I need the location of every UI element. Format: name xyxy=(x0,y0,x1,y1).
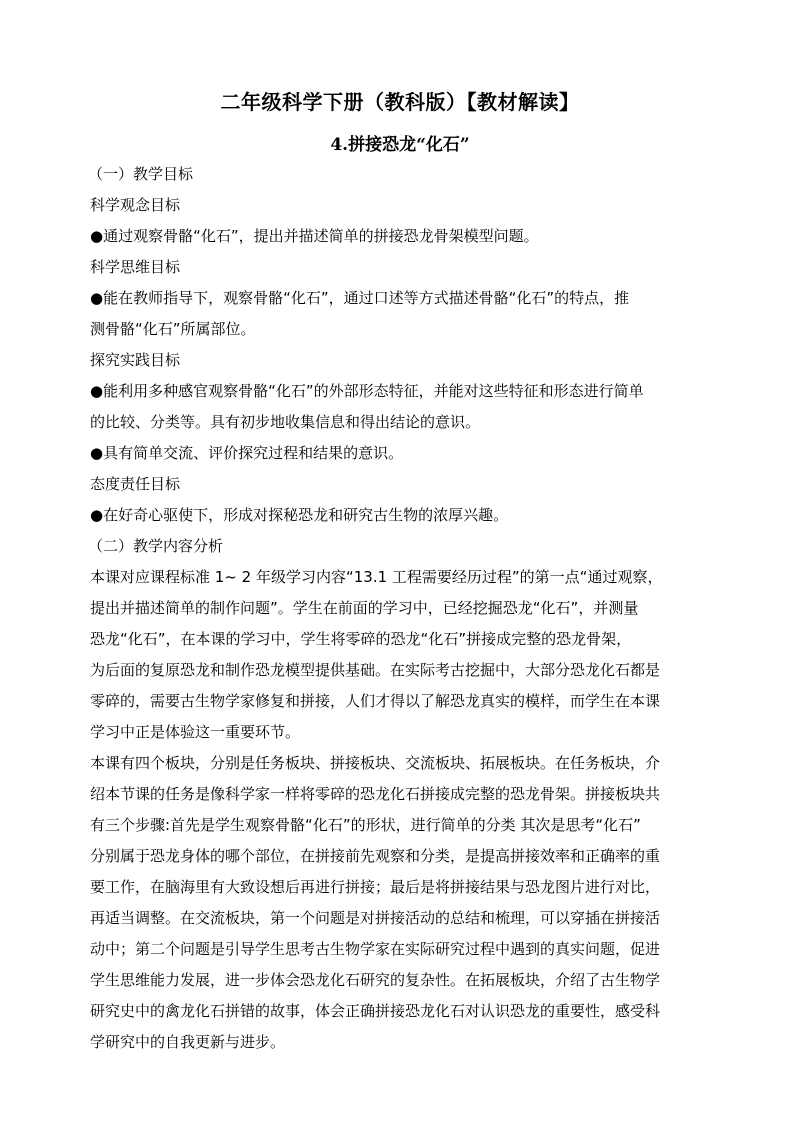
goal-item-attitude: ●在好奇心驱使下，形成对探秘恐龙和研究古生物的浓厚兴趣。 xyxy=(90,506,509,524)
paragraph-line: 有三个步骤:首先是学生观察骨骼“化石”的形状，进行简单的分类 其次是思考“化石” xyxy=(90,816,641,834)
paragraph-line: 分别属于恐龙身体的哪个部位，在拼接前先观察和分类，是提高拼接效率和正确率的重 xyxy=(90,847,661,865)
goal-heading-practice: 探究实践目标 xyxy=(90,351,181,369)
goal-item-concept: ●通过观察骨骼“化石”，提出并描述简单的拼接恐龙骨架模型问题。 xyxy=(90,227,539,245)
paragraph-line: 提出并描述简单的制作问题”。学生在前面的学习中，已经挖掘恐龙“化石”，并测量 xyxy=(90,599,639,617)
paragraph-line: 恐龙“化石”，在本课的学习中，学生将零碎的恐龙“化石”拼接成完整的恐龙骨架， xyxy=(90,630,632,648)
section-heading-content: （二）教学内容分析 xyxy=(88,537,224,555)
paragraph-line: 学习中正是体验这一重要环节。 xyxy=(90,723,301,741)
paragraph-line: 为后面的复原恐龙和制作恐龙模型提供基础。在实际考古挖掘中，大部分恐龙化石都是 xyxy=(90,661,661,679)
paragraph-line: 要工作，在脑海里有大致设想后再进行拼接；最后是将拼接结果与恐龙图片进行对比， xyxy=(90,878,661,896)
paragraph-line: 研究史中的禽龙化石拼错的故事，体会正确拼接恐龙化石对认识恐龙的重要性，感受科 xyxy=(90,1002,661,1020)
goal-item-practice1-line2: 的比较、分类等。具有初步地收集信息和得出结论的意识。 xyxy=(90,413,481,431)
paragraph-line: 本课对应课程标准 1~ 2 年级学习内容“13.1 工程需要经历过程”的第一点“通过观察， xyxy=(90,568,663,586)
lesson-title: 4.拼接恐龙“化石” xyxy=(330,135,470,155)
paragraph-line: 学生思维能力发展，进一步体会恐龙化石研究的复杂性。在拓展板块，介绍了古生物学 xyxy=(90,971,661,989)
paragraph-line: 动中；第二个问题是引导学生思考古生物学家在实际研究过程中遇到的真实问题，促进 xyxy=(90,940,661,958)
goal-heading-concept: 科学观念目标 xyxy=(90,196,181,214)
paragraph-line: 绍本节课的任务是像科学家一样将零碎的恐龙化石拼接成完整的恐龙骨架。拼接板块共 xyxy=(90,785,661,803)
goal-item-practice1-line1: ●能利用多种感官观察骨骼“化石”的外部形态特征，并能对这些特征和形态进行简单 xyxy=(90,382,644,400)
paragraph-line: 零碎的，需要古生物学家修复和拼接，人们才得以了解恐龙真实的模样，而学生在本课 xyxy=(90,692,661,710)
section-heading-goals: （一）教学目标 xyxy=(88,165,194,183)
paragraph-line: 学研究中的自我更新与进步。 xyxy=(90,1033,286,1051)
goal-heading-attitude: 态度责任目标 xyxy=(90,475,181,493)
goal-item-practice2: ●具有简单交流、评价探究过程和结果的意识。 xyxy=(90,444,404,462)
paragraph-line: 再适当调整。在交流板块，第一个问题是对拼接活动的总结和梳理，可以穿插在拼接活 xyxy=(90,909,661,927)
paragraph-line: 本课有四个板块，分别是任务板块、拼接板块、交流板块、拓展板块。在任务板块，介 xyxy=(90,754,661,772)
document-title: 二年级科学下册（教科版）【教材解读】 xyxy=(220,90,580,114)
goal-item-thinking-line1: ●能在教师指导下，观察骨骼“化石”，通过口述等方式描述骨骼“化石”的特点，推 xyxy=(90,289,630,307)
goal-item-thinking-line2: 测骨骼“化石”所属部位。 xyxy=(90,320,256,338)
goal-heading-thinking: 科学思维目标 xyxy=(90,258,181,276)
